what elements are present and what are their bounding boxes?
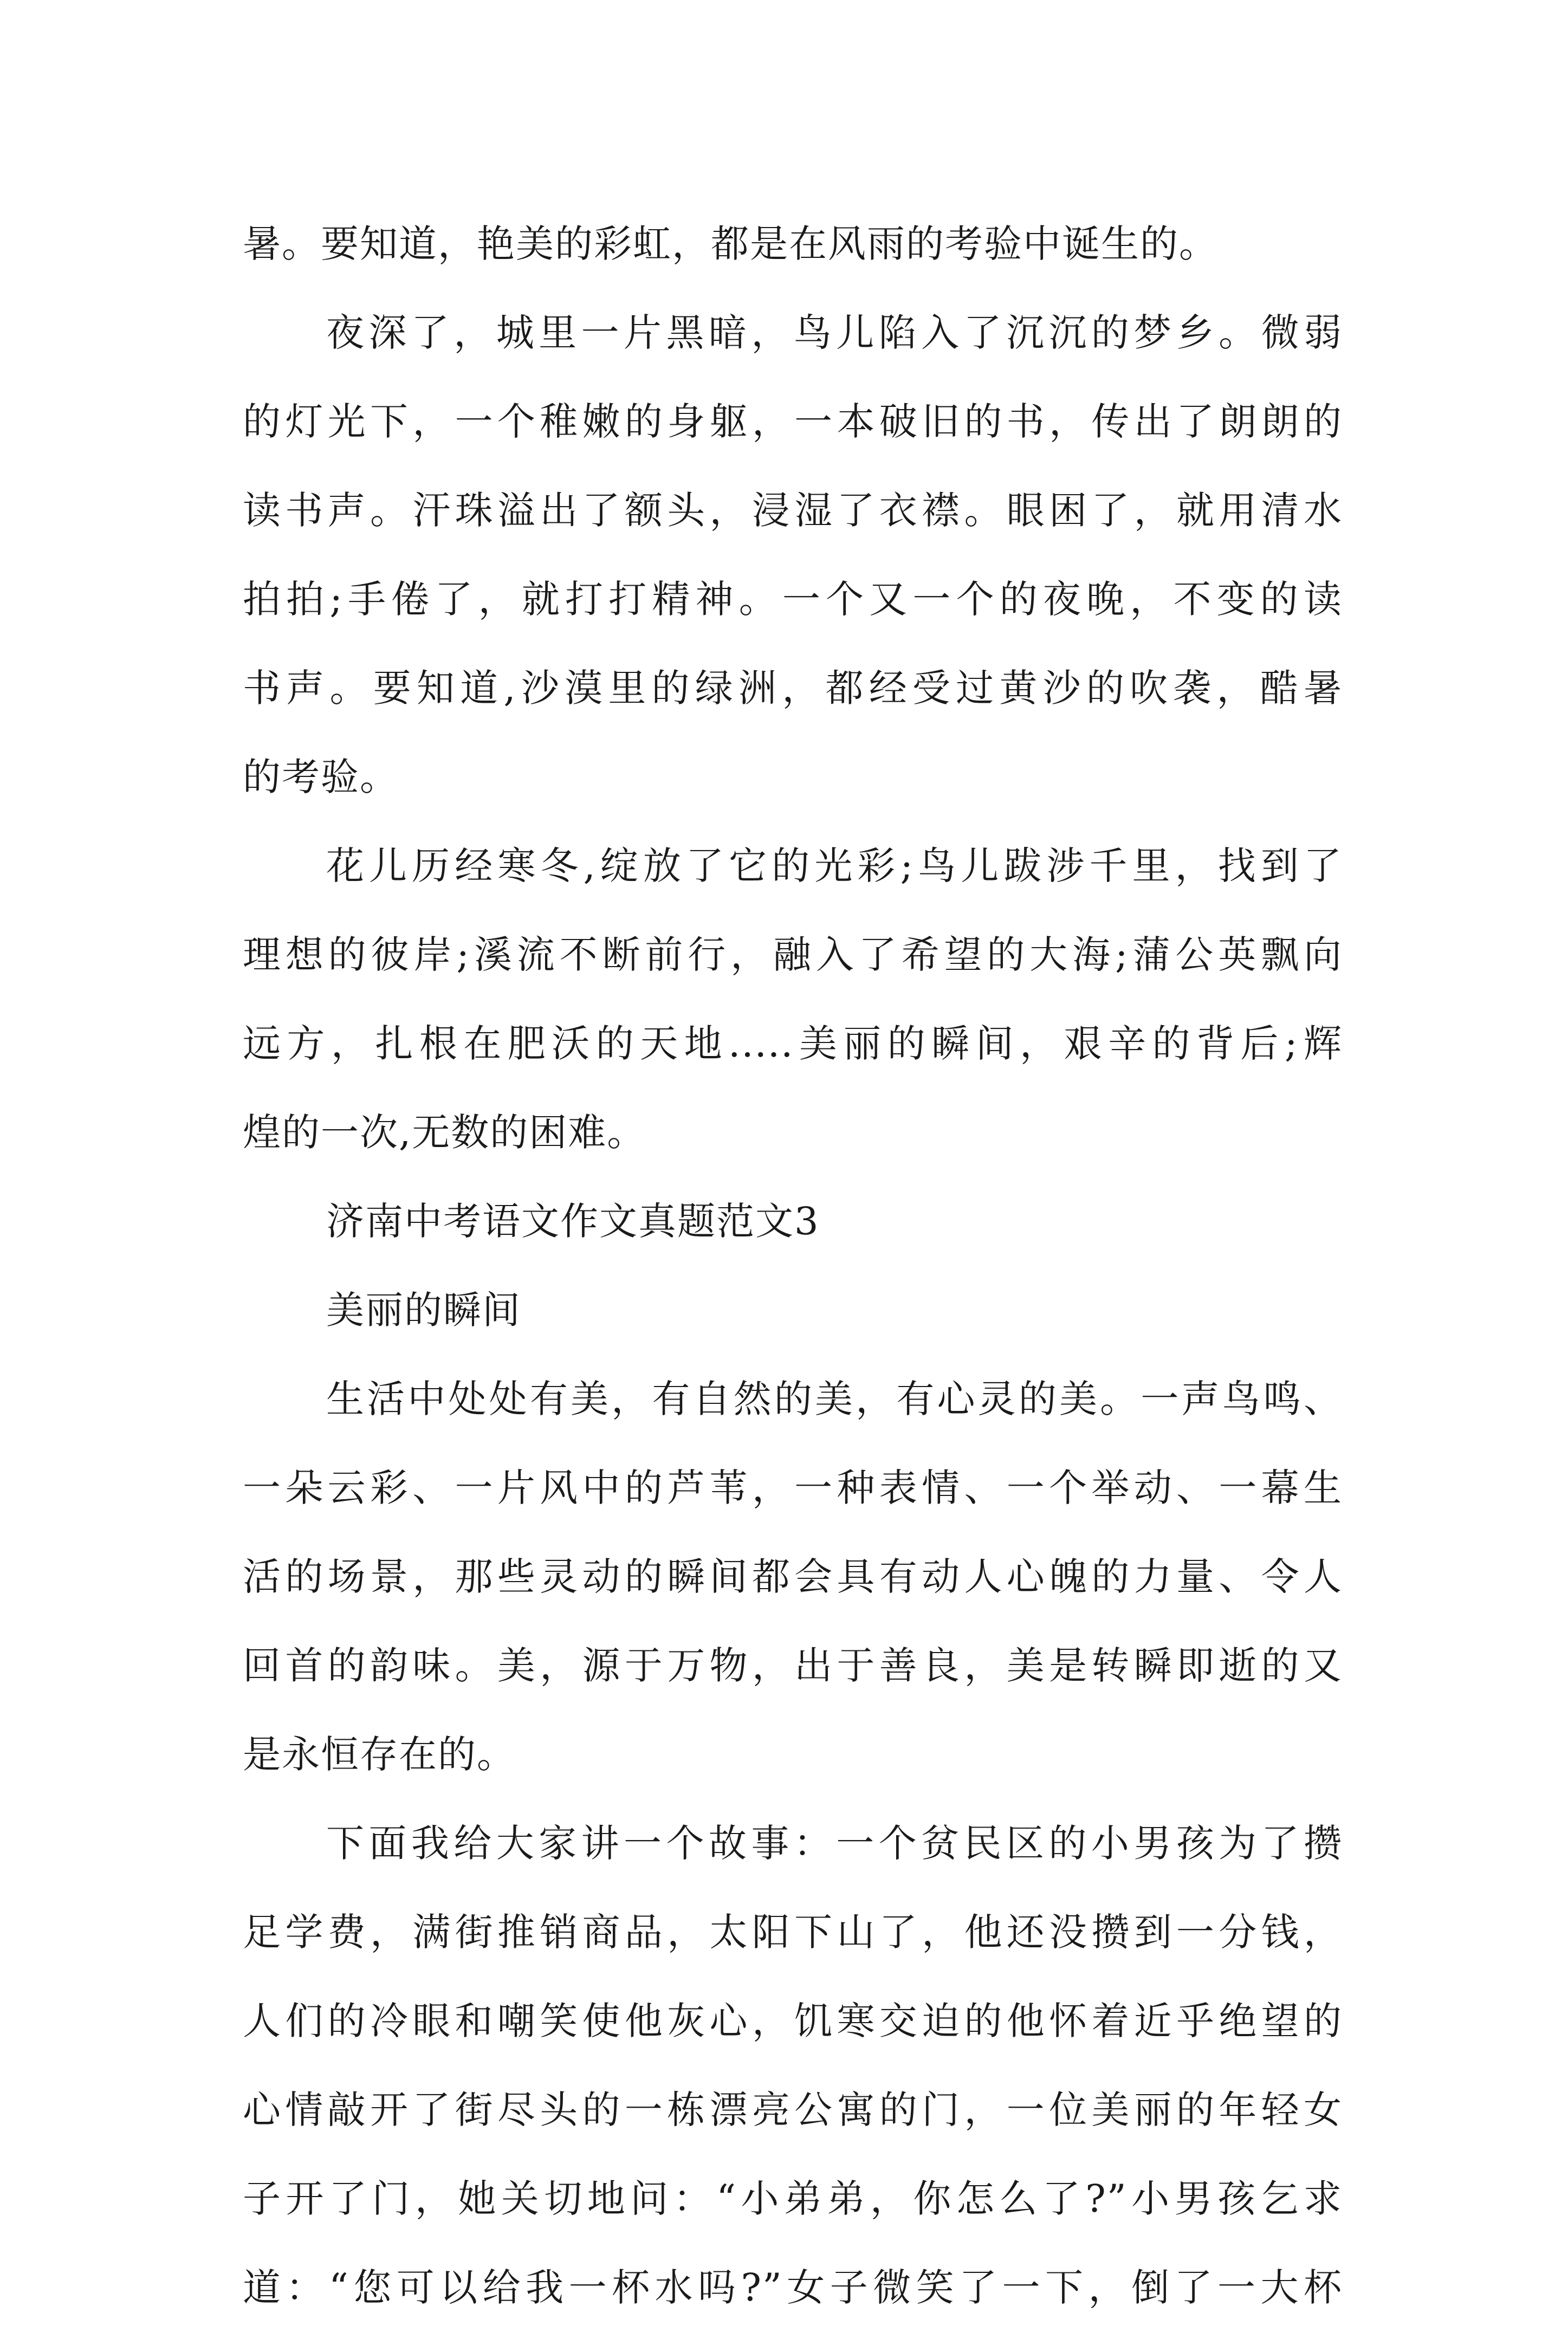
text-line: 的灯光下，一个稚嫩的身躯，一本破旧的书，传出了朗朗的 bbox=[243, 399, 1343, 444]
essay-title: 美丽的瞬间 bbox=[326, 1288, 521, 1332]
text-line: 活的场景，那些灵动的瞬间都会具有动人心魄的力量、令人 bbox=[243, 1554, 1343, 1599]
text-line: 子开了门，她关切地问：“小弟弟，你怎么了?”小男孩乞求 bbox=[243, 2176, 1343, 2221]
text-line: 足学费，满街推销商品，太阳下山了，他还没攒到一分钱， bbox=[243, 1910, 1343, 1954]
paragraph-start-line: 夜深了，城里一片黑暗，鸟儿陷入了沉沉的梦乡。微弱 bbox=[326, 310, 1343, 355]
text-line: 拍拍;手倦了，就打打精神。一个又一个的夜晚，不变的读 bbox=[243, 577, 1343, 621]
text-line: 煌的一次,无数的困难。 bbox=[243, 1110, 646, 1155]
text-line: 书声。要知道,沙漠里的绿洲，都经受过黄沙的吹袭，酷暑 bbox=[243, 666, 1343, 710]
section-heading: 济南中考语文作文真题范文3 bbox=[326, 1199, 820, 1243]
text-line: 理想的彼岸;溪流不断前行，融入了希望的大海;蒲公英飘向 bbox=[243, 932, 1343, 977]
text-line: 是永恒存在的。 bbox=[243, 1732, 516, 1777]
text-line: 心情敲开了街尽头的一栋漂亮公寓的门，一位美丽的年轻女 bbox=[243, 2088, 1343, 2132]
document-page bbox=[243, 199, 1343, 2332]
text-line: 一朵云彩、一片风中的芦苇，一种表情、一个举动、一幕生 bbox=[243, 1466, 1343, 1510]
paragraph-start-line: 下面我给大家讲一个故事：一个贫民区的小男孩为了攒 bbox=[326, 1821, 1343, 1865]
text-line: 读书声。汗珠溢出了额头，浸湿了衣襟。眼困了，就用清水 bbox=[243, 488, 1343, 533]
text-line: 暑。要知道，艳美的彩虹，都是在风雨的考验中诞生的。 bbox=[243, 222, 1218, 266]
paragraph-start-line: 生活中处处有美，有自然的美，有心灵的美。一声鸟鸣、 bbox=[326, 1377, 1343, 1421]
text-line: 远方，扎根在肥沃的天地.....美丽的瞬间，艰辛的背后;辉 bbox=[243, 1021, 1343, 1066]
text-line: 道：“您可以给我一杯水吗?”女子微笑了一下，倒了一大杯 bbox=[243, 2265, 1343, 2310]
text-line: 人们的冷眼和嘲笑使他灰心，饥寒交迫的他怀着近乎绝望的 bbox=[243, 1999, 1343, 2043]
text-line: 回首的韵味。美，源于万物，出于善良，美是转瞬即逝的又 bbox=[243, 1643, 1343, 1688]
paragraph-start-line: 花儿历经寒冬,绽放了它的光彩;鸟儿跋涉千里，找到了 bbox=[326, 844, 1343, 888]
text-line: 的考验。 bbox=[243, 755, 399, 799]
